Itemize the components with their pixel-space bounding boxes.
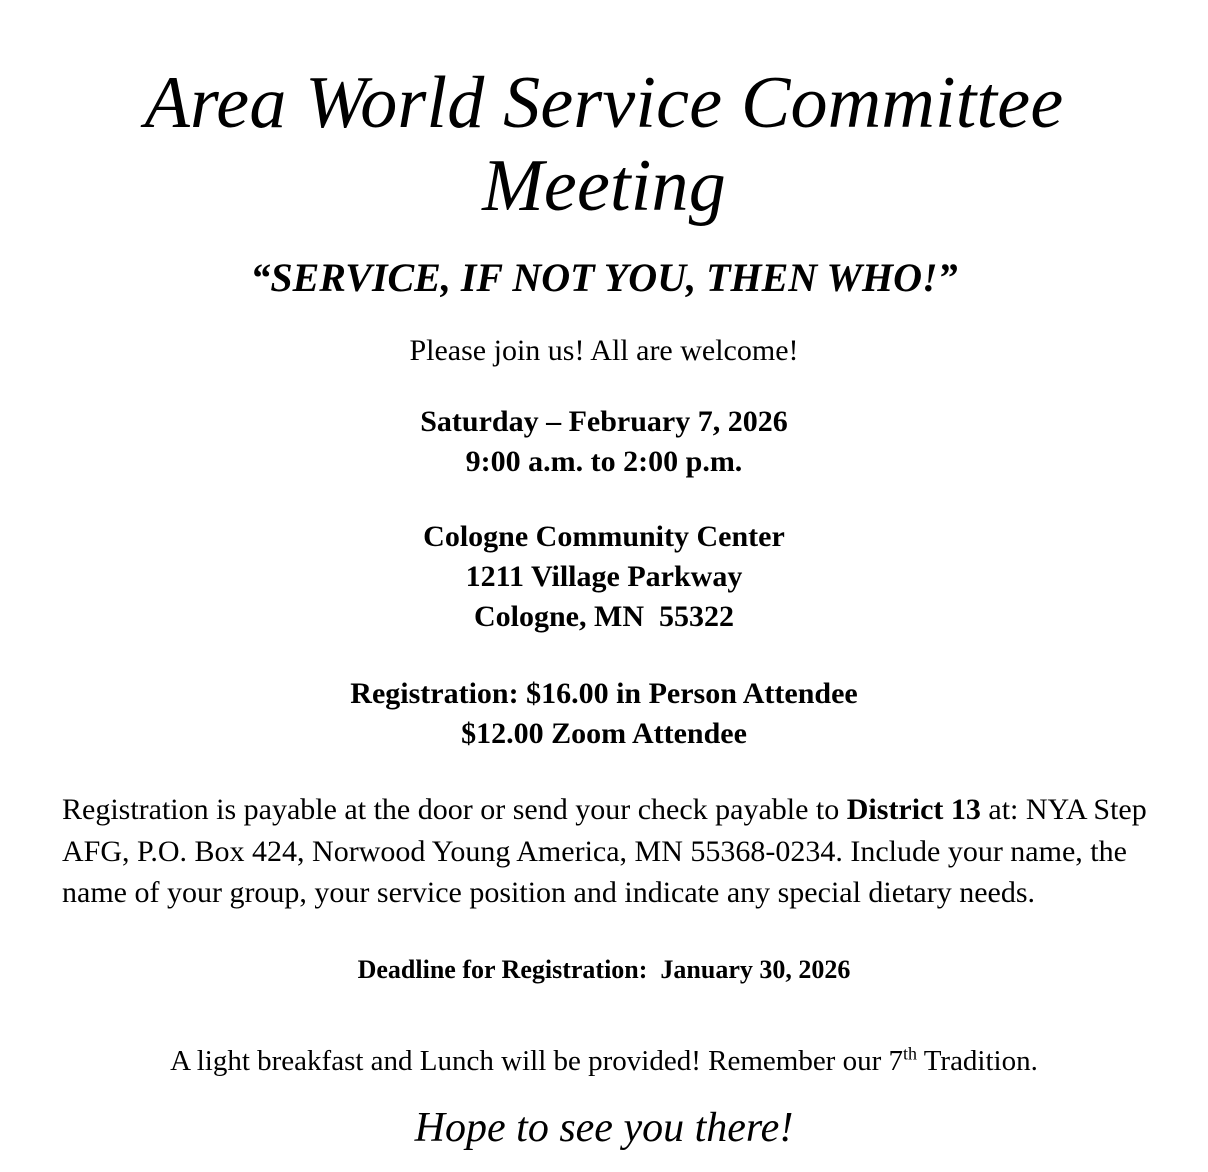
ordinal-suffix: th (903, 1043, 917, 1064)
meal-note-text-before: A light breakfast and Lunch will be provided! Remember our 7 (170, 1045, 903, 1078)
instructions-text-after: at: NYA Step AFG, P.O. Box 424, Norwood Young America, MN 55368-0234. Include your name, the name of your group, your service position and indicate any special dietary needs. (62, 793, 1147, 909)
registration-deadline: Deadline for Registration: January 30, 2026 (357, 954, 851, 984)
venue-city-state-zip: Cologne, MN 55322 (474, 599, 734, 633)
meal-note (56, 986, 1152, 1081)
event-time: 9:00 a.m. to 2:00 p.m. (465, 444, 743, 478)
registration-fee-in-person: Registration: $16.00 in Person Attendee (350, 677, 858, 711)
venue-block (56, 481, 1152, 636)
event-date: Saturday – February 7, 2026 (420, 405, 788, 439)
district-name: District 13 (846, 793, 981, 827)
venue-name: Cologne Community Center (423, 520, 785, 554)
event-datetime-block (56, 369, 1152, 481)
registration-fees-block (56, 636, 1152, 753)
registration-instructions (56, 753, 1152, 912)
instructions-text-before: Registration is payable at the door or send your check payable to (62, 793, 847, 827)
closing-text: Hope to see you there! (414, 1105, 794, 1152)
welcome-text: Please join us! All are welcome! (409, 333, 799, 367)
venue-street: 1211 Village Parkway (465, 560, 743, 594)
slogan-text: “SERVICE, IF NOT YOU, THEN WHO!” (250, 254, 958, 300)
registration-fee-zoom: $12.00 Zoom Attendee (461, 716, 747, 750)
meal-note-text-after: Tradition. (916, 1045, 1038, 1078)
page-title: Area World Service Committee Meeting (144, 62, 1064, 227)
